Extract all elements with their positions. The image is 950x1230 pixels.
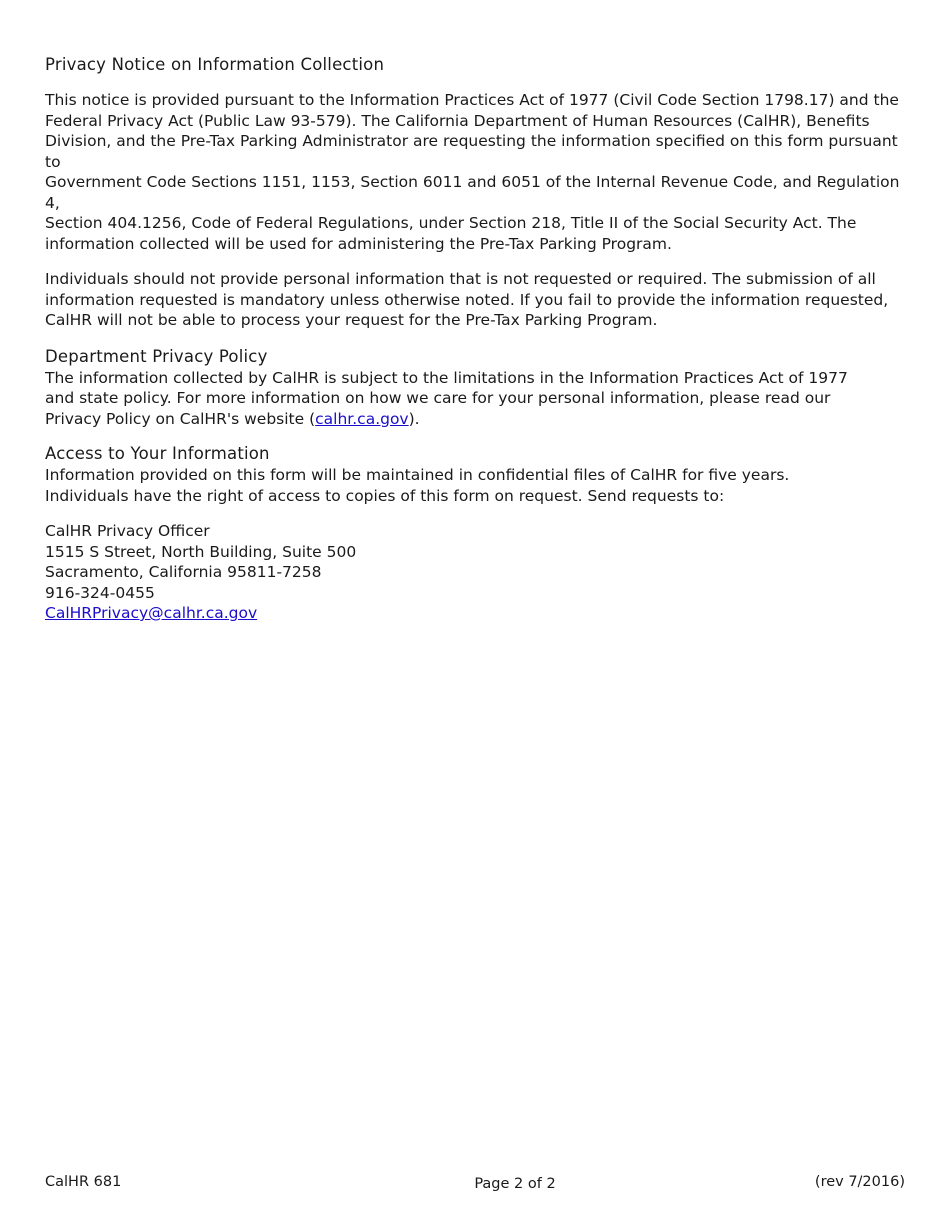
privacy-notice-paragraph-2 — [45, 269, 915, 331]
privacy-notice-paragraph-1 — [45, 90, 915, 254]
privacy-policy-heading: Department Privacy Policy — [45, 346, 268, 366]
access-info-paragraph — [45, 465, 915, 506]
contact-block — [45, 521, 915, 624]
access-line: Individuals have the right of access to copies of this form on request. Send requests to: — [45, 486, 725, 505]
notice-line: Government Code Sections 1151, 1153, Section 6011 and 6051 of the Internal Revenue Code, and Regulation 4, — [45, 173, 900, 212]
notice-line: CalHR will not be able to process your request for the Pre-Tax Parking Program. — [45, 311, 658, 329]
revision-date: (rev 7/2016) — [814, 1174, 905, 1190]
form-id: CalHR 681 — [45, 1174, 122, 1190]
contact-phone: 916-324-0455 — [45, 583, 155, 602]
notice-line: Federal Privacy Act (Public Law 93-579). The California Department of Human Resources (CalHR), Benefits — [45, 111, 870, 130]
notice-line: Individuals should not provide personal information that is not requested or required. The submission of all — [45, 270, 876, 288]
contact-address-line-2: Sacramento, California 95811-7258 — [45, 563, 322, 581]
contact-address-line-1: 1515 S Street, North Building, Suite 500 — [45, 542, 357, 561]
access-line: Information provided on this form will be maintained in confidential files of CalHR for five years. — [45, 466, 790, 484]
access-info-heading: Access to Your Information — [45, 444, 270, 463]
notice-line: information collected will be used for administering the Pre-Tax Parking Program. — [45, 234, 672, 253]
calhr-website-link[interactable]: calhr.ca.gov — [315, 409, 409, 428]
notice-line: Division, and the Pre-Tax Parking Administrator are requesting the information specified on this form pursuant to — [45, 132, 898, 171]
notice-line: Section 404.1256, Code of Federal Regulations, under Section 218, Title II of the Social Security Act. The — [45, 214, 857, 232]
privacy-notice-heading: Privacy Notice on Information Collection — [45, 55, 385, 74]
notice-line: This notice is provided pursuant to the Information Practices Act of 1977 (Civil Code Section 1798.17) and the — [45, 91, 899, 109]
privacy-policy-paragraph — [45, 368, 915, 430]
policy-line: and state policy. For more information on how we care for your personal information, please read our — [45, 389, 831, 407]
policy-line-prefix: Privacy Policy on CalHR's website ( — [45, 409, 316, 428]
contact-name: CalHR Privacy Officer — [45, 522, 210, 540]
document-body — [45, 54, 915, 624]
policy-line: The information collected by CalHR is subject to the limitations in the Information Practices Act of 1977 — [45, 368, 848, 387]
notice-line: information requested is mandatory unless otherwise noted. If you fail to provide the information requested, — [45, 290, 889, 309]
page-number: Page 2 of 2 — [474, 1176, 556, 1192]
contact-email-link[interactable]: CalHRPrivacy@calhr.ca.gov — [45, 604, 258, 622]
policy-line-suffix: ). — [408, 409, 420, 428]
